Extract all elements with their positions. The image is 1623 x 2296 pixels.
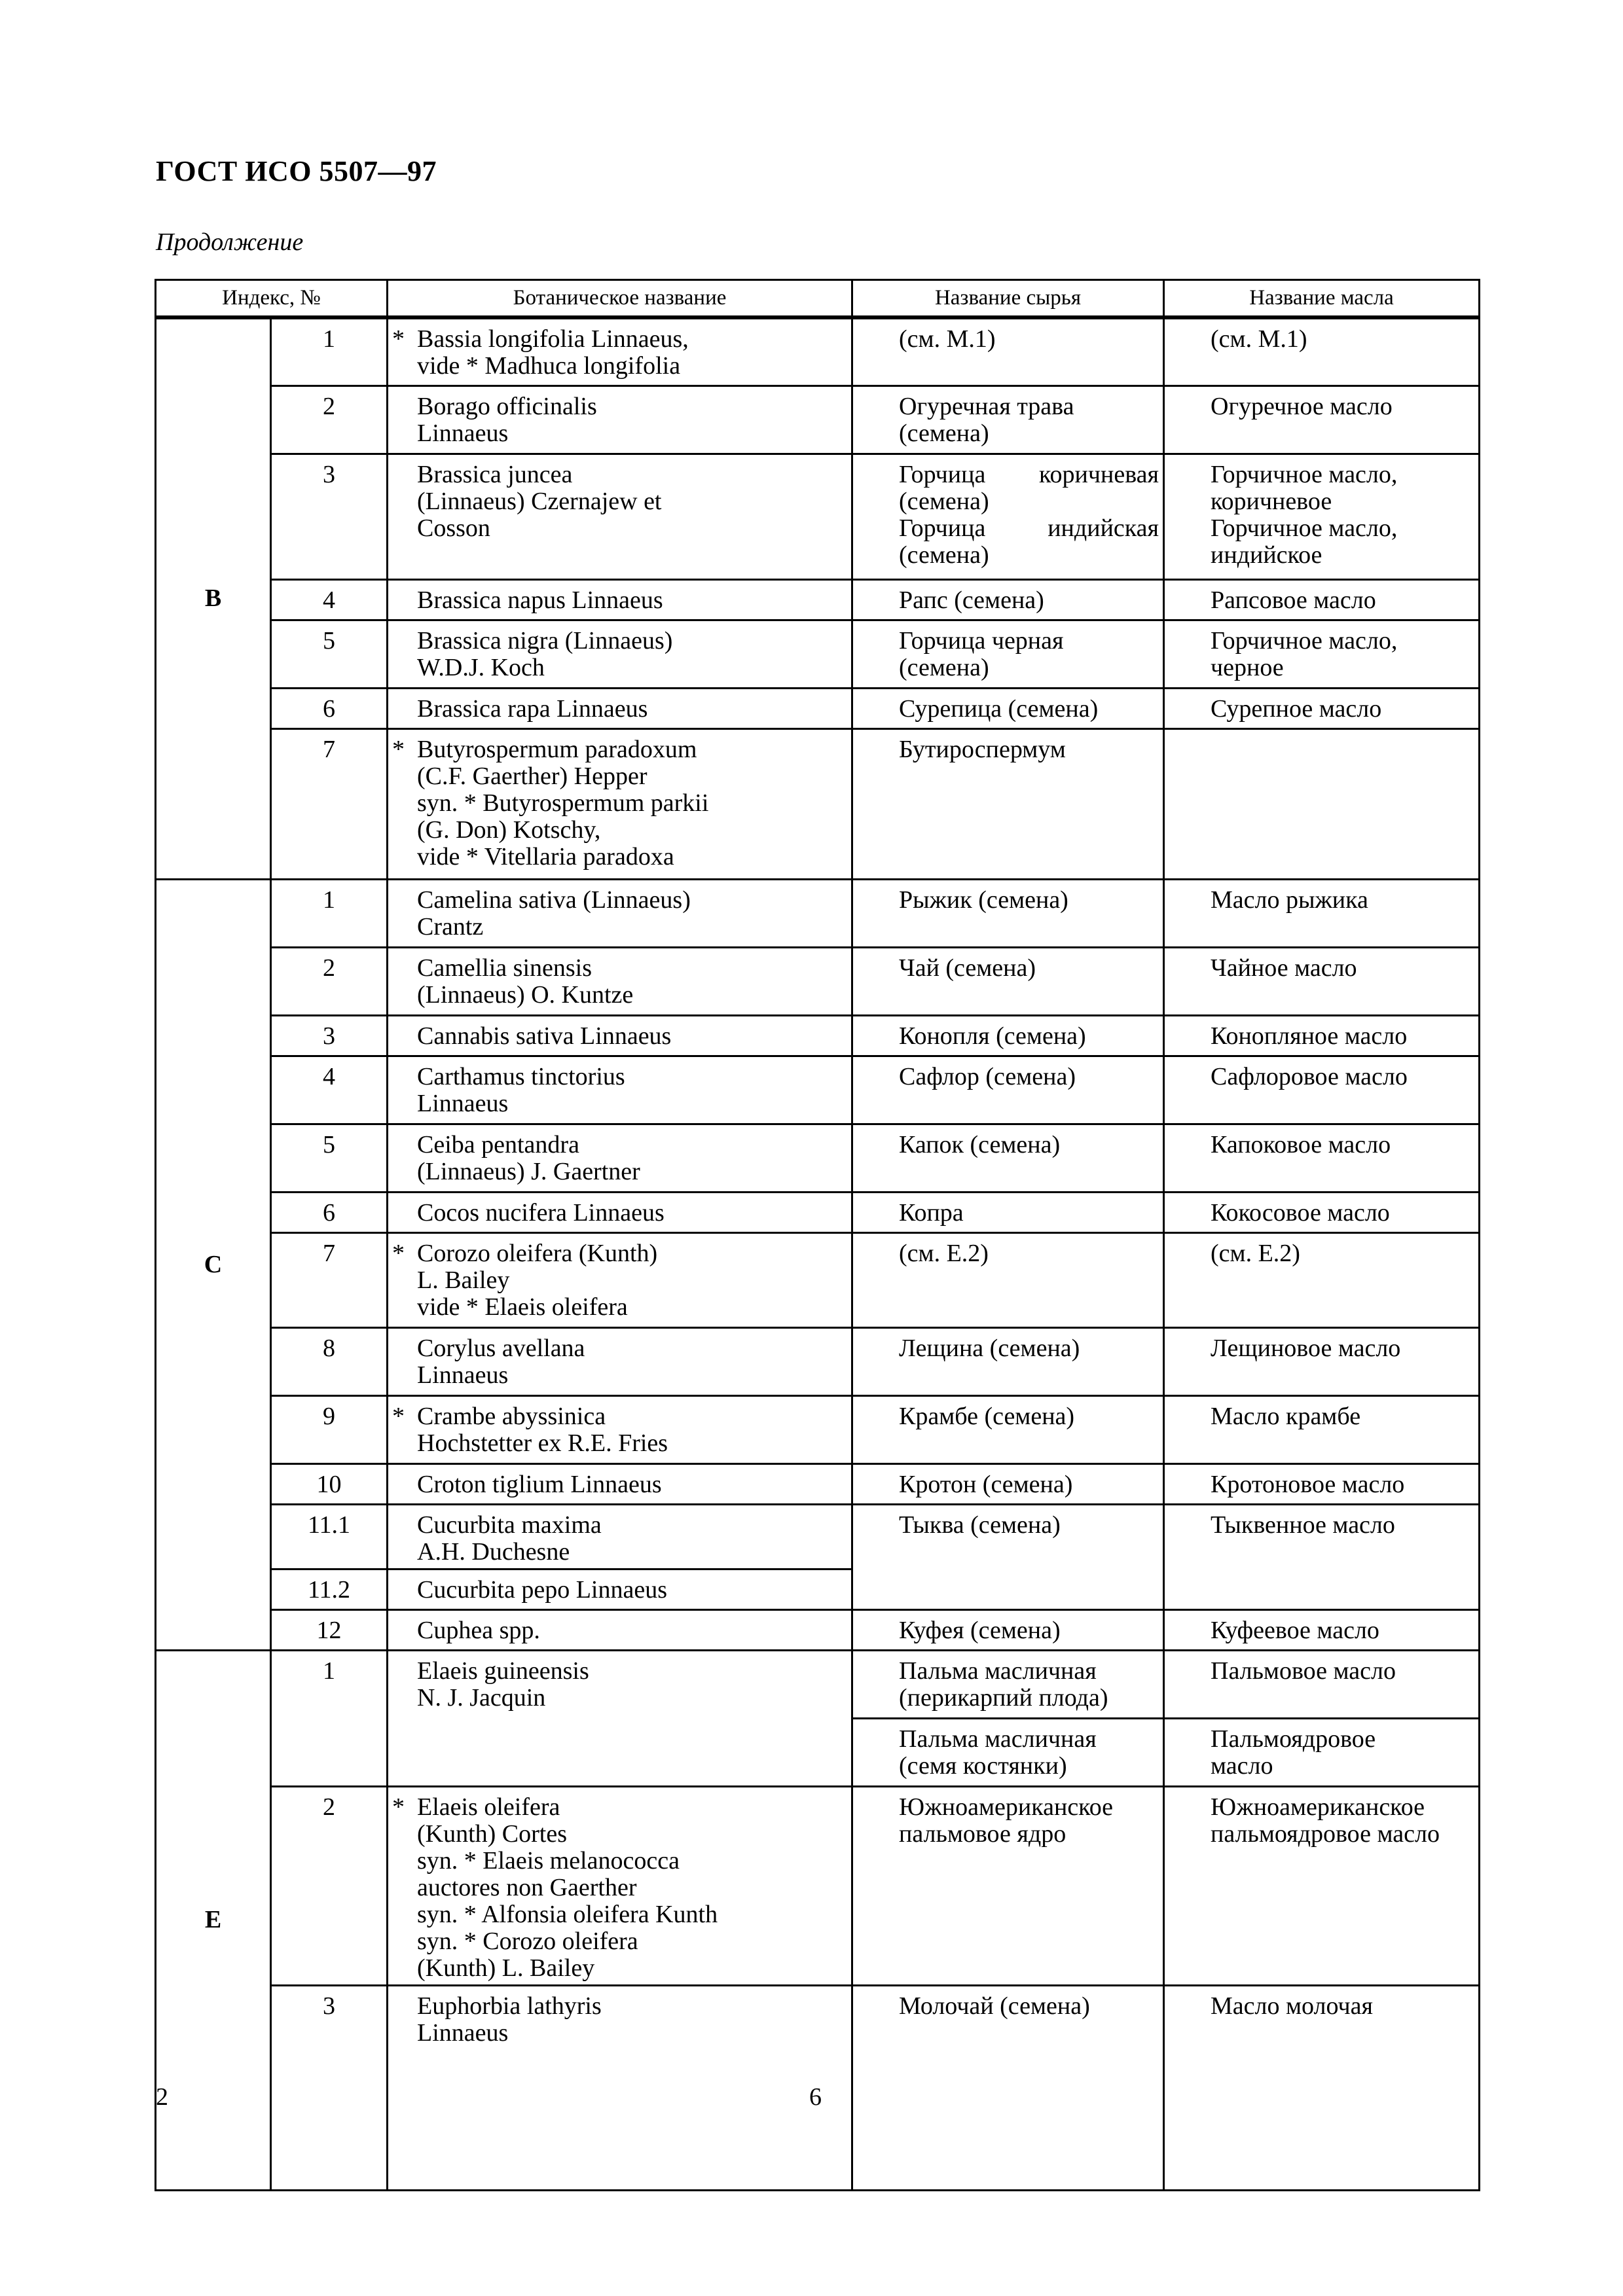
botanical-name-cell bbox=[388, 688, 852, 728]
row-index: 3 bbox=[271, 1985, 388, 2190]
asterisk-mark: * bbox=[392, 325, 405, 353]
botanical-line: W.D.J. Koch bbox=[417, 653, 545, 681]
botanical-line-text: Crambe abyssinica bbox=[417, 1402, 606, 1430]
raw-line: Сурепица (семена) bbox=[899, 694, 1099, 723]
botanical-line: Elaeis guineensis bbox=[417, 1657, 589, 1685]
oil-line: Кротоновое масло bbox=[1211, 1470, 1405, 1498]
raw-material-cell bbox=[852, 1192, 1164, 1232]
table-row bbox=[156, 688, 1480, 728]
page-number: 6 bbox=[809, 2083, 822, 2111]
botanical-name-cell bbox=[388, 1609, 852, 1650]
botanical-line: Linnaeus bbox=[417, 1361, 509, 1389]
botanical-line: Brassica rapa Linnaeus bbox=[417, 694, 648, 723]
raw-line: Горчица коричневая bbox=[899, 460, 1159, 488]
oil-name-cell bbox=[1164, 620, 1480, 688]
asterisk-mark: * bbox=[392, 1402, 405, 1430]
oil-line: Тыквенное масло bbox=[1211, 1511, 1395, 1539]
row-index: 6 bbox=[271, 688, 388, 728]
row-index: 5 bbox=[271, 620, 388, 688]
botanical-line: vide * Vitellaria paradoxa bbox=[417, 842, 674, 870]
raw-line: пальмовое ядро bbox=[899, 1820, 1067, 1848]
raw-material-cell bbox=[852, 386, 1164, 454]
raw-material-cell bbox=[852, 1504, 1164, 1609]
botanical-name-cell bbox=[388, 1124, 852, 1192]
botanical-line: syn. * Butyrospermum parkii bbox=[417, 789, 709, 817]
header-raw: Название сырья bbox=[852, 280, 1164, 318]
row-index: 4 bbox=[271, 579, 388, 620]
botanical-line: Brassica juncea bbox=[417, 460, 573, 488]
raw-line: Капок (семена) bbox=[899, 1130, 1061, 1158]
raw-line: (семя костянки) bbox=[899, 1751, 1067, 1780]
table-row bbox=[156, 1609, 1480, 1650]
oil-line: Сурепное масло bbox=[1211, 694, 1382, 723]
botanical-line: (Linnaeus) Czernajew et bbox=[417, 487, 662, 515]
botanical-name-cell bbox=[388, 1985, 852, 2190]
table-row bbox=[156, 1192, 1480, 1232]
raw-line: Горчица черная bbox=[899, 626, 1064, 655]
botanical-name-cell bbox=[388, 579, 852, 620]
botanical-line: Corylus avellana bbox=[417, 1334, 585, 1362]
row-index: 7 bbox=[271, 728, 388, 879]
raw-line: Молочай (семена) bbox=[899, 1992, 1090, 2020]
row-index: 3 bbox=[271, 1015, 388, 1056]
oil-name-cell bbox=[1164, 1232, 1480, 1327]
oil-line: Горчичное масло, bbox=[1211, 626, 1398, 655]
oil-line: Капоковое масло bbox=[1211, 1130, 1391, 1158]
botanical-line: (Linnaeus) J. Gaertner bbox=[417, 1157, 640, 1185]
botanical-name-cell bbox=[388, 454, 852, 579]
botanical-line: A.H. Duchesne bbox=[417, 1537, 570, 1566]
table-body bbox=[156, 317, 1480, 2190]
botanical-line: Ceiba pentandra bbox=[417, 1130, 579, 1158]
raw-line: Пальма масличная bbox=[899, 1657, 1097, 1685]
botanical-line: (Kunth) L. Bailey bbox=[417, 1954, 595, 1982]
raw-line: Копра bbox=[899, 1198, 964, 1227]
oil-name-cell bbox=[1164, 454, 1480, 579]
header-index: Индекс, № bbox=[156, 280, 388, 318]
raw-material-cell bbox=[852, 1124, 1164, 1192]
row-index: 2 bbox=[271, 947, 388, 1015]
botanical-name-cell bbox=[388, 728, 852, 879]
oil-name-cell bbox=[1164, 1786, 1480, 1985]
oil-line: коричневое bbox=[1211, 487, 1332, 515]
oil-name-cell bbox=[1164, 947, 1480, 1015]
header-oil: Название масла bbox=[1164, 280, 1480, 318]
oil-name-cell bbox=[1164, 1718, 1480, 1786]
row-index: 11.2 bbox=[271, 1569, 388, 1609]
continuation-label: Продолжение bbox=[156, 228, 304, 256]
botanical-name-cell bbox=[388, 1327, 852, 1395]
botanical-line-text: Bassia longifolia Linnaeus, bbox=[417, 325, 689, 353]
raw-material-cell bbox=[852, 1786, 1164, 1985]
botanical-line-text: Corozo oleifera (Kunth) bbox=[417, 1239, 658, 1267]
raw-line: Крамбе (семена) bbox=[899, 1402, 1075, 1430]
row-index: 2 bbox=[271, 386, 388, 454]
raw-line: (перикарпий плода) bbox=[899, 1683, 1108, 1712]
raw-material-cell bbox=[852, 728, 1164, 879]
raw-line: (см. E.2) bbox=[899, 1239, 989, 1267]
raw-material-cell bbox=[852, 1015, 1164, 1056]
oil-name-cell bbox=[1164, 317, 1480, 386]
oil-name-cell bbox=[1164, 1192, 1480, 1232]
botanical-line: syn. * Elaeis melanococca bbox=[417, 1846, 680, 1874]
row-index: 12 bbox=[271, 1609, 388, 1650]
group-letter: C bbox=[156, 879, 271, 1650]
botanical-line: vide * Elaeis oleifera bbox=[417, 1293, 628, 1321]
raw-line: (см. M.1) bbox=[899, 325, 996, 353]
botanical-line-starred bbox=[392, 1794, 847, 1821]
oil-name-cell bbox=[1164, 1504, 1480, 1609]
table-row bbox=[156, 1056, 1480, 1124]
asterisk-mark: * bbox=[392, 1793, 405, 1821]
oil-name-cell bbox=[1164, 1056, 1480, 1124]
botanical-line: Brassica nigra (Linnaeus) bbox=[417, 626, 673, 655]
botanical-line: Carthamus tinctorius bbox=[417, 1062, 625, 1090]
table-row bbox=[156, 1124, 1480, 1192]
botanical-line: Croton tiglium Linnaeus bbox=[417, 1470, 662, 1498]
oil-line: Масло крамбе bbox=[1211, 1402, 1361, 1430]
table-header-row bbox=[156, 280, 1480, 318]
botanical-line: Euphorbia lathyris bbox=[417, 1992, 602, 2020]
botanical-line: Brassica napus Linnaeus bbox=[417, 586, 663, 614]
botanical-line: Cuphea spp. bbox=[417, 1616, 540, 1644]
botanical-line-text: Butyrospermum paradoxum bbox=[417, 735, 697, 763]
raw-line: (семена) bbox=[899, 419, 989, 447]
raw-line: Тыква (семена) bbox=[899, 1511, 1061, 1539]
botanical-line: L. Bailey bbox=[417, 1266, 510, 1294]
raw-material-cell bbox=[852, 1395, 1164, 1463]
raw-material-cell bbox=[852, 1232, 1164, 1327]
row-index: 3 bbox=[271, 454, 388, 579]
oil-line: Кокосовое масло bbox=[1211, 1198, 1390, 1227]
botanical-line: syn. * Alfonsia oleifera Kunth bbox=[417, 1900, 718, 1928]
row-index: 7 bbox=[271, 1232, 388, 1327]
oil-name-cell bbox=[1164, 688, 1480, 728]
table-row bbox=[156, 1504, 1480, 1569]
botanical-name-cell bbox=[388, 1569, 852, 1609]
oil-name-cell bbox=[1164, 1650, 1480, 1718]
row-index: 2 bbox=[271, 1786, 388, 1985]
oil-name-cell bbox=[1164, 1609, 1480, 1650]
botanical-name-cell bbox=[388, 1015, 852, 1056]
document-title: ГОСТ ИСО 5507—97 bbox=[156, 155, 437, 187]
oil-line: Горчичное масло, bbox=[1211, 460, 1398, 488]
raw-line: Куфея (семена) bbox=[899, 1616, 1061, 1644]
raw-material-cell bbox=[852, 1985, 1164, 2190]
botanical-name-cell bbox=[388, 1056, 852, 1124]
botanical-name-cell bbox=[388, 947, 852, 1015]
row-index: 11.1 bbox=[271, 1504, 388, 1569]
raw-line: (семена) bbox=[899, 487, 989, 515]
raw-material-cell bbox=[852, 1463, 1164, 1504]
botanical-line: N. J. Jacquin bbox=[417, 1683, 546, 1712]
oil-line: пальмоядровое масло bbox=[1211, 1820, 1440, 1848]
table-row bbox=[156, 1463, 1480, 1504]
oil-line: (см. M.1) bbox=[1211, 325, 1307, 353]
group-letter: B bbox=[156, 317, 271, 879]
oil-name-cell bbox=[1164, 728, 1480, 879]
oil-name-cell bbox=[1164, 1124, 1480, 1192]
oil-line: Рапсовое масло bbox=[1211, 586, 1376, 614]
oil-line: масло bbox=[1211, 1751, 1273, 1780]
asterisk-mark: * bbox=[392, 1239, 405, 1267]
oil-line: Огуречное масло bbox=[1211, 392, 1393, 420]
oil-line: (см. E.2) bbox=[1211, 1239, 1300, 1267]
botanical-line: Hochstetter ex R.E. Fries bbox=[417, 1429, 668, 1457]
oil-line: Чайное масло bbox=[1211, 954, 1357, 982]
botanical-name-cell bbox=[388, 1504, 852, 1569]
table-row bbox=[156, 1015, 1480, 1056]
botanical-name-cell bbox=[388, 1650, 852, 1786]
raw-material-cell bbox=[852, 1327, 1164, 1395]
raw-line: Чай (семена) bbox=[899, 954, 1036, 982]
oil-line: Лещиновое масло bbox=[1211, 1334, 1401, 1362]
oil-name-cell bbox=[1164, 1327, 1480, 1395]
botanical-line: Camellia sinensis bbox=[417, 954, 593, 982]
raw-line: Рапс (семена) bbox=[899, 586, 1044, 614]
table-row bbox=[156, 1786, 1480, 1985]
botanical-name-cell bbox=[388, 1232, 852, 1327]
row-index: 1 bbox=[271, 317, 388, 386]
botanical-name-cell bbox=[388, 1786, 852, 1985]
botanical-line: Cocos nucifera Linnaeus bbox=[417, 1198, 665, 1227]
table-row bbox=[156, 1395, 1480, 1463]
row-index: 1 bbox=[271, 1650, 388, 1786]
raw-line: Конопля (семена) bbox=[899, 1022, 1086, 1050]
oil-line: Горчичное масло, bbox=[1211, 514, 1398, 542]
raw-material-cell bbox=[852, 579, 1164, 620]
botanical-name-cell bbox=[388, 386, 852, 454]
raw-line: Огуречная трава bbox=[899, 392, 1074, 420]
botanical-name-cell bbox=[388, 1463, 852, 1504]
table-row bbox=[156, 317, 1480, 386]
raw-line: Южноамериканское bbox=[899, 1793, 1114, 1821]
oil-name-cell bbox=[1164, 1463, 1480, 1504]
raw-line: Бутироспермум bbox=[899, 735, 1066, 763]
raw-line: Кротон (семена) bbox=[899, 1470, 1073, 1498]
row-index: 9 bbox=[271, 1395, 388, 1463]
oil-name-cell bbox=[1164, 1395, 1480, 1463]
botanical-line: Linnaeus bbox=[417, 1089, 509, 1117]
raw-material-cell bbox=[852, 879, 1164, 947]
raw-line: Пальма масличная bbox=[899, 1725, 1097, 1753]
raw-line: Горчица индийская bbox=[899, 514, 1159, 542]
oil-line: Пальмоядровое bbox=[1211, 1725, 1376, 1753]
botanical-line: Linnaeus bbox=[417, 2018, 509, 2047]
botanical-line-starred bbox=[392, 1403, 847, 1430]
oil-line: индийское bbox=[1211, 541, 1322, 569]
table-row bbox=[156, 620, 1480, 688]
oil-name-cell bbox=[1164, 386, 1480, 454]
asterisk-mark: * bbox=[392, 735, 405, 763]
botanical-line-starred bbox=[392, 736, 847, 763]
oil-line: Масло молочая bbox=[1211, 1992, 1373, 2020]
table-row bbox=[156, 1327, 1480, 1395]
row-index: 10 bbox=[271, 1463, 388, 1504]
oil-name-cell bbox=[1164, 1985, 1480, 2190]
header-botanical: Ботаническое название bbox=[388, 280, 852, 318]
table-row bbox=[156, 879, 1480, 947]
botanical-line: (Kunth) Cortes bbox=[417, 1820, 568, 1848]
botanical-line: Crantz bbox=[417, 912, 484, 941]
raw-material-cell bbox=[852, 947, 1164, 1015]
oil-line: черное bbox=[1211, 653, 1284, 681]
raw-line: Рыжик (семена) bbox=[899, 886, 1068, 914]
botanical-line: Cucurbita pepo Linnaeus bbox=[417, 1575, 668, 1604]
raw-line: Лещина (семена) bbox=[899, 1334, 1080, 1362]
raw-line: (семена) bbox=[899, 653, 989, 681]
botanical-line: auctores non Gaerther bbox=[417, 1873, 637, 1901]
table-row bbox=[156, 386, 1480, 454]
raw-line: Сафлор (семена) bbox=[899, 1062, 1076, 1090]
botanical-line: Cosson bbox=[417, 514, 490, 542]
botanical-line-starred bbox=[392, 1240, 847, 1267]
botanical-line: (G. Don) Kotschy, bbox=[417, 816, 601, 844]
botanical-name-cell bbox=[388, 1192, 852, 1232]
botanical-name-cell bbox=[388, 1395, 852, 1463]
row-index: 6 bbox=[271, 1192, 388, 1232]
botanical-line: Camelina sativa (Linnaeus) bbox=[417, 886, 691, 914]
botanical-line: (C.F. Gaerther) Hepper bbox=[417, 762, 647, 790]
row-index: 8 bbox=[271, 1327, 388, 1395]
botanical-line-starred bbox=[392, 326, 847, 353]
botanical-line: Linnaeus bbox=[417, 419, 509, 447]
raw-material-cell bbox=[852, 1609, 1164, 1650]
raw-line: (семена) bbox=[899, 541, 989, 569]
botanical-line: Cucurbita maxima bbox=[417, 1511, 602, 1539]
raw-material-cell bbox=[852, 1718, 1164, 1786]
botanical-name-cell bbox=[388, 317, 852, 386]
oil-name-cell bbox=[1164, 1015, 1480, 1056]
footer-left-number: 2 bbox=[156, 2083, 168, 2111]
row-index: 5 bbox=[271, 1124, 388, 1192]
oil-line: Южноамериканское bbox=[1211, 1793, 1425, 1821]
oil-line: Масло рыжика bbox=[1211, 886, 1368, 914]
table-row bbox=[156, 1650, 1480, 1718]
oilseed-table bbox=[155, 279, 1480, 2191]
botanical-line: vide * Madhuca longifolia bbox=[417, 352, 681, 380]
raw-material-cell bbox=[852, 620, 1164, 688]
raw-material-cell bbox=[852, 454, 1164, 579]
raw-material-cell bbox=[852, 1650, 1164, 1718]
oil-line: Пальмовое масло bbox=[1211, 1657, 1396, 1685]
botanical-line-text: Elaeis oleifera bbox=[417, 1793, 560, 1821]
row-index: 4 bbox=[271, 1056, 388, 1124]
botanical-line: syn. * Corozo oleifera bbox=[417, 1927, 638, 1955]
oil-line: Сафлоровое масло bbox=[1211, 1062, 1408, 1090]
row-index: 1 bbox=[271, 879, 388, 947]
raw-material-cell bbox=[852, 688, 1164, 728]
botanical-line: Borago officinalis bbox=[417, 392, 597, 420]
oil-line: Куфеевое масло bbox=[1211, 1616, 1379, 1644]
group-letter: E bbox=[156, 1650, 271, 2190]
table-row bbox=[156, 728, 1480, 879]
table-row bbox=[156, 579, 1480, 620]
botanical-line: (Linnaeus) O. Kuntze bbox=[417, 980, 634, 1009]
oil-line: Конопляное масло bbox=[1211, 1022, 1408, 1050]
raw-material-cell bbox=[852, 317, 1164, 386]
botanical-name-cell bbox=[388, 620, 852, 688]
oil-name-cell bbox=[1164, 879, 1480, 947]
table-row bbox=[156, 947, 1480, 1015]
oil-name-cell bbox=[1164, 579, 1480, 620]
raw-material-cell bbox=[852, 1056, 1164, 1124]
table-row bbox=[156, 454, 1480, 579]
table-row bbox=[156, 1232, 1480, 1327]
botanical-line: Cannabis sativa Linnaeus bbox=[417, 1022, 672, 1050]
botanical-name-cell bbox=[388, 879, 852, 947]
